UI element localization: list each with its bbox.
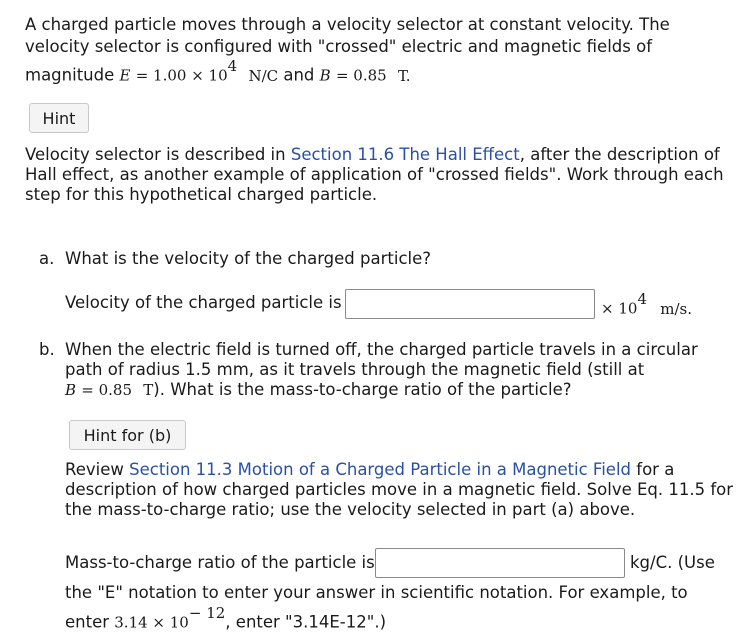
hint-b-line-2: description of how charged particles move in a magnetic field. Solve Eq. 11.5 for xyxy=(65,480,734,499)
E-symbol: E xyxy=(119,66,131,85)
part-b-line-2: path of radius 1.5 mm, as it travels through the magnetic field (still at xyxy=(65,360,645,379)
part-b-question-rest: ). What is the mass-to-charge ratio of the particle? xyxy=(153,380,572,399)
note-enter: enter xyxy=(65,612,110,632)
intro-magnitude-text: magnitude xyxy=(25,65,115,85)
velocity-units xyxy=(601,290,692,318)
note-example-exponent: − 12 xyxy=(188,604,226,622)
hint-b-button[interactable]: Hint for (b) xyxy=(69,420,186,450)
B-value: = 0.85 xyxy=(335,66,387,85)
part-a-question: What is the velocity of the charged particle? xyxy=(65,249,432,268)
motion-section-link[interactable]: Section 11.3 Motion of a Charged Particle in a Magnetic Field xyxy=(129,460,632,479)
E-unit: N/C xyxy=(248,66,279,85)
intro-line-1: A charged particle moves through a velocity selector at constant velocity. The xyxy=(25,15,670,34)
part-b-line-1: When the electric field is turned off, the charged particle travels in a circular xyxy=(65,340,698,359)
note-example-math: 3.14 × 10 xyxy=(114,613,189,632)
velocity-unit: m/s. xyxy=(660,299,692,318)
mass-charge-input[interactable] xyxy=(375,548,625,578)
E-value: = 1.00 × 10 xyxy=(135,66,228,85)
B-symbol-b: B xyxy=(65,381,77,399)
hall-effect-link[interactable]: Section 11.6 The Hall Effect xyxy=(290,145,520,164)
hint-b-pre: Review xyxy=(65,460,124,479)
B-value-b: = 0.85 xyxy=(81,381,133,399)
hint-text-pre: Velocity selector is described in xyxy=(25,145,286,164)
hint-b-post: for a xyxy=(636,460,675,479)
note-line-2 xyxy=(65,604,387,632)
B-unit: T. xyxy=(397,66,411,85)
B-unit-b: T xyxy=(143,381,154,399)
intro-line-2: velocity selector is configured with "crossed" electric and magnetic fields of xyxy=(25,37,653,56)
hint-line-3: step for this hypothetical charged particle. xyxy=(25,185,378,204)
times-ten: × 10 xyxy=(601,299,638,318)
hint-button[interactable]: Hint xyxy=(29,103,89,133)
velocity-input[interactable] xyxy=(345,289,595,319)
and-text: and xyxy=(283,65,315,85)
velocity-label: Velocity of the charged particle is xyxy=(65,293,342,312)
hint-line-1 xyxy=(25,145,720,164)
part-b-line-3 xyxy=(65,380,571,399)
part-a-marker: a. xyxy=(39,249,55,268)
hint-b-line-1 xyxy=(65,460,674,479)
hint-line-2: Hall effect, as another example of application of "crossed fields". Work through each xyxy=(25,165,724,184)
note-post: , enter "3.14E-12".) xyxy=(225,612,387,632)
hint-b-line-3: the mass-to-charge ratio; use the velocity selected in part (a) above. xyxy=(65,500,636,519)
note-line-1: the "E" notation to enter your answer in scientific notation. For example, to xyxy=(65,583,688,602)
hint-text-post: , after the description of xyxy=(519,145,720,164)
intro-line-3 xyxy=(25,57,411,85)
part-b-marker: b. xyxy=(39,340,55,359)
B-symbol: B xyxy=(319,66,331,85)
mass-charge-unit: kg/C. (Use xyxy=(630,553,715,572)
E-exponent: 4 xyxy=(227,57,238,75)
velocity-exponent: 4 xyxy=(637,290,647,308)
mass-charge-label: Mass-to-charge ratio of the particle is xyxy=(65,553,375,572)
